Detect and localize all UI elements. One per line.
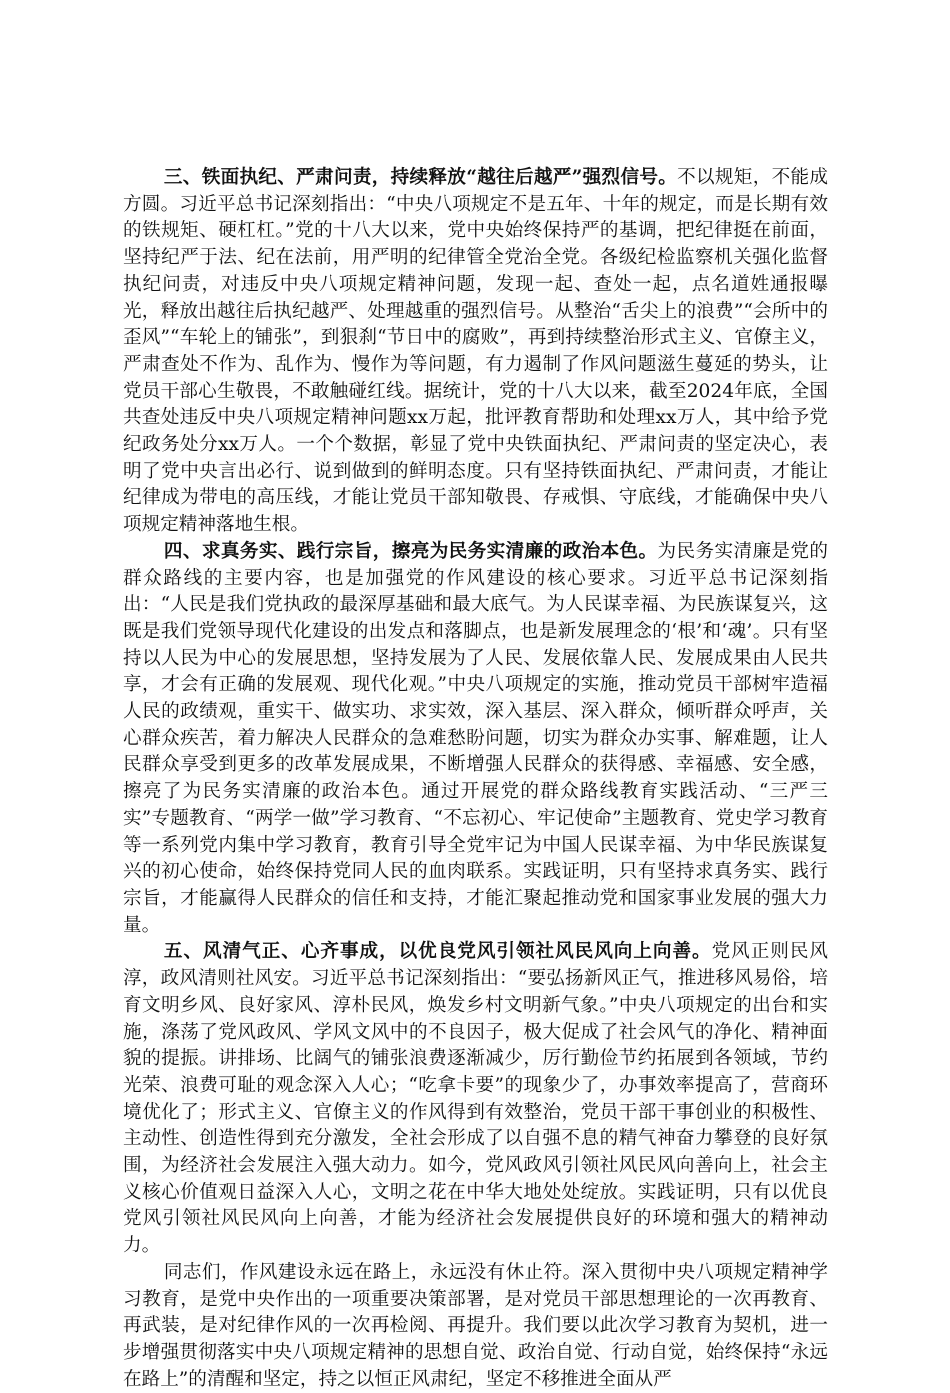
paragraph-heading: 五、风清气正、心齐事成，以优良党风引领社风民风向上向善。 xyxy=(163,941,712,963)
paragraph-section-three xyxy=(123,165,828,539)
paragraph-closing xyxy=(123,1260,828,1393)
paragraph-heading: 四、求真务实、践行宗旨，擦亮为民务实清廉的政治本色。 xyxy=(163,540,658,562)
paragraph-text: 党风正则民风淳，政风清则社风安。习近平总书记深刻指出：“要弘扬新风正气，推进移风易俗，培育文明乡风、良好家风、淳朴民风，焕发乡村文明新气象。”中央八项规定的出台和实施，涤荡了党风政风、学风文风中的不良因子，极大促成了社会风气的净化、精神面貌的提振。讲排场、比阔气的铺张浪费逐渐减少，厉行勤俭节约拓展到各领域，节约光荣、浪费可耻的观念深入人心；“吃拿卡要”的现象少了，办事效率提高了，营商环境优化了；形式主义、官僚主义的作风得到有效整治，党员干部干事创业的积极性、主动性、创造性得到充分激发，全社会形成了以自强不息的精气神奋力攀登的良好氛围，为经济社会发展注入强大动力。如今，党风政风引领社风民风向善向上，社会主义核心价值观日益深入人心，文明之花在中华大地处处绽放。实践证明，只有以优良党风引领社风民风向上向善，才能为经济社会发展提供良好的环境和强大的精神动力。 xyxy=(123,941,828,1257)
document-body xyxy=(123,165,828,1393)
paragraph-text: 不以规矩，不能成方圆。习近平总书记深刻指出：“中央八项规定不是五年、十年的规定，而是长期有效的铁规矩、硬杠杠。”党的十八大以来，党中央始终保持严的基调，把纪律挺在前面，坚持纪严于法、纪在法前，用严明的纪律管全党治全党。各级纪检监察机关强化监督执纪问责，对违反中央八项规定精神问题，发现一起、查处一起，点名道姓通报曝光，释放出越往后执纪越严、处理越重的强烈信号。从整治“舌尖上的浪费”“会所中的歪风”“车轮上的铺张”，到狠刹“节日中的腐败”，再到持续整治形式主义、官僚主义，严肃查处不作为、乱作为、慢作为等问题，有力遏制了作风问题滋生蔓延的势头，让党员干部心生敬畏，不敢触碰红线。据统计，党的十八大以来，截至2024年底，全国共查处违反中央八项规定精神问题xx万起，批评教育帮助和处理xx万人，其中给予党纪政务处分xx万人。一个个数据，彰显了党中央铁面执纪、严肃问责的坚定决心，表明了党中央言出必行、说到做到的鲜明态度。只有坚持铁面执纪、严肃问责，才能让纪律成为带电的高压线，才能让党员干部知敬畏、存戒惧、守底线，才能确保中央八项规定精神落地生根。 xyxy=(123,167,828,536)
paragraph-heading: 三、铁面执纪、严肃问责，持续释放“越往后越严”强烈信号。 xyxy=(163,167,678,188)
paragraph-section-four xyxy=(123,539,828,940)
paragraph-text: 同志们，作风建设永远在路上，永远没有休止符。深入贯彻中央八项规定精神学习教育，是党中央作出的一项重要决策部署，是对党员干部思想理论的一次再教育、再武装，是对纪律作风的一次再检阅、再提升。我们要以此次学习教育为契机，进一步增强贯彻落实中央八项规定精神的思想自觉、政治自觉、行动自觉，始终保持“永远在路上”的清醒和坚定，持之以恒正风肃纪，坚定不移推进全面从严 xyxy=(123,1261,828,1390)
paragraph-text: 为民务实清廉是党的群众路线的主要内容，也是加强党的作风建设的核心要求。习近平总书记深刻指出：“人民是我们党执政的最深厚基础和最大底气。为人民谋幸福、为民族谋复兴，这既是我们党领导现代化建设的出发点和落脚点，也是新发展理念的‘根’和‘魂’。只有坚持以人民为中心的发展思想，坚持发展为了人民、发展依靠人民、发展成果由人民共享，才会有正确的发展观、现代化观。”中央八项规定的实施，推动党员干部树牢造福人民的政绩观，重实干、做实功、求实效，深入基层、深入群众，倾听群众呼声，关心群众疾苦，着力解决人民群众的急难愁盼问题，切实为群众办实事、解难题，让人民群众享受到更多的改革发展成果，不断增强人民群众的获得感、幸福感、安全感，擦亮了为民务实清廉的政治本色。通过开展党的群众路线教育实践活动、“三严三实”专题教育、“两学一做”学习教育、“不忘初心、牢记使命”主题教育、党史学习教育等一系列党内集中学习教育，教育引导全党牢记为中国人民谋幸福、为中华民族谋复兴的初心使命，始终保持党同人民的血肉联系。实践证明，只有坚持求真务实、践行宗旨，才能赢得人民群众的信任和支持，才能汇聚起推动党和国家事业发展的强大力量。 xyxy=(123,540,828,936)
paragraph-section-five xyxy=(123,939,828,1259)
